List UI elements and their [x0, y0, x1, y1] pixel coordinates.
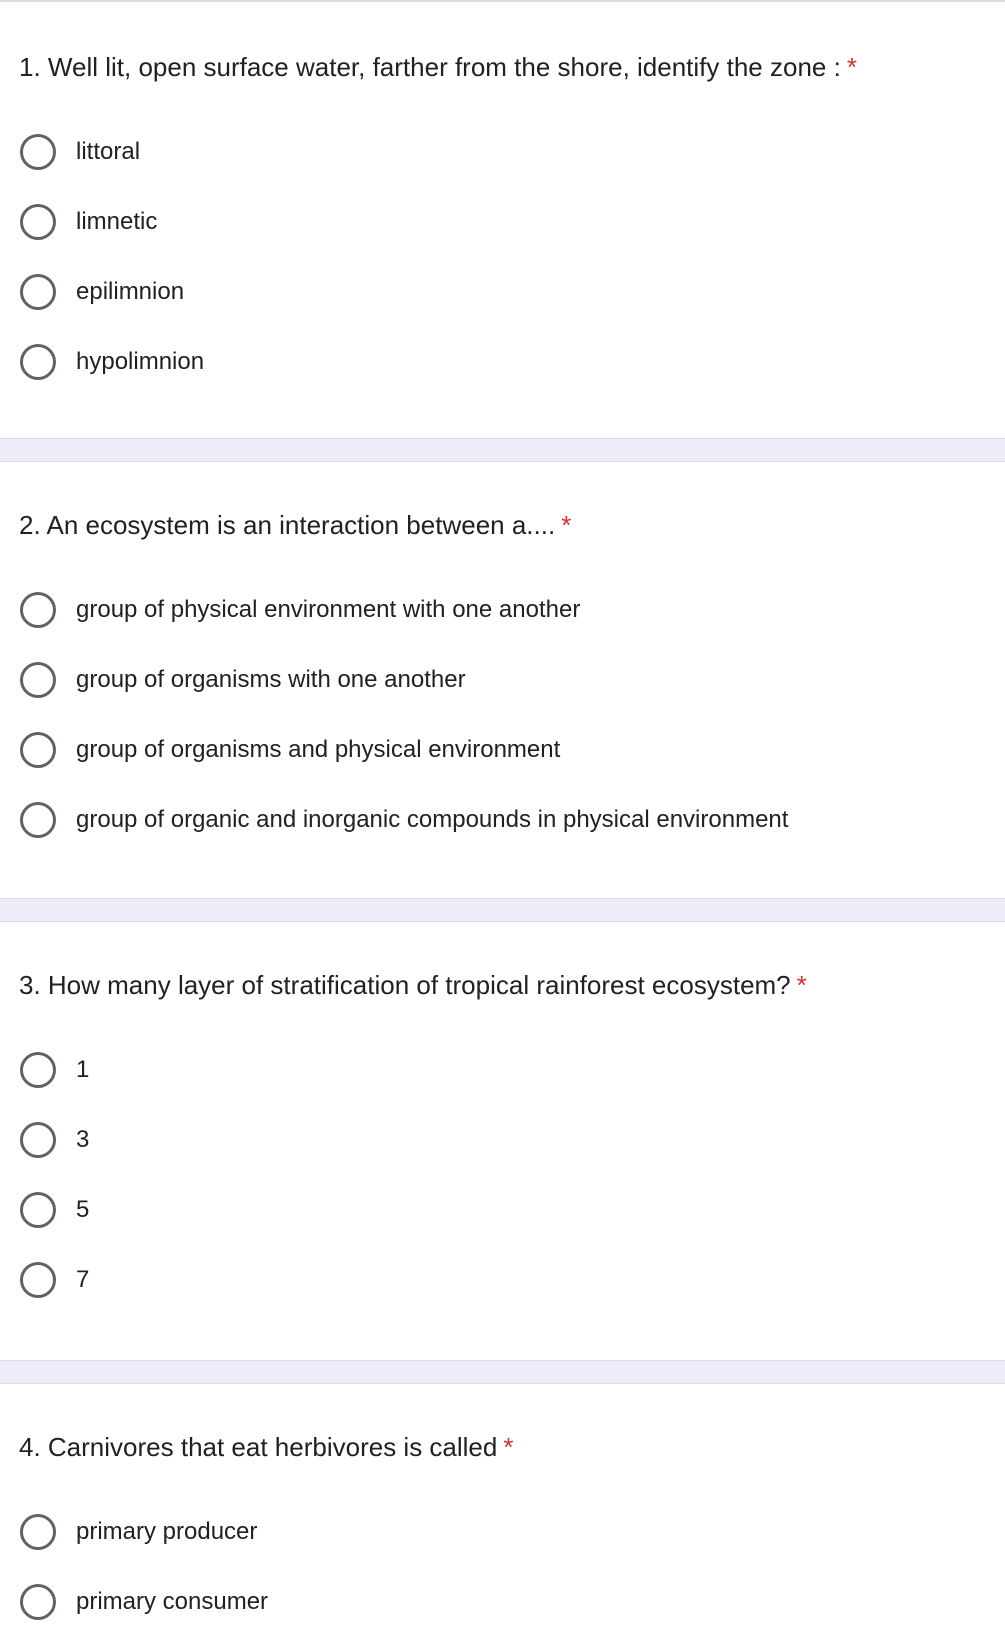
question-1-text: 1. Well lit, open surface water, farther from the shore, identify the zone :: [19, 52, 841, 82]
option-label: 1: [76, 1056, 90, 1083]
radio-button[interactable]: [20, 802, 56, 838]
section-divider: [0, 1360, 1005, 1384]
option-1[interactable]: [0, 1042, 1005, 1102]
option-label: group of physical environment with one another: [76, 596, 581, 623]
required-asterisk: *: [846, 52, 857, 82]
radio-button[interactable]: [20, 1052, 56, 1088]
option-label: group of organisms and physical environment: [76, 736, 561, 763]
option-label: primary producer: [76, 1518, 258, 1545]
option-hypolimnion[interactable]: [0, 334, 1005, 394]
question-4-text: 4. Carnivores that eat herbivores is called: [19, 1432, 498, 1462]
question-1-title: [19, 50, 857, 84]
option-label: hypolimnion: [76, 348, 205, 375]
option-label: 3: [76, 1126, 90, 1153]
question-4-title: [19, 1430, 513, 1464]
option-label: group of organisms with one another: [76, 666, 466, 693]
option-label: epilimnion: [76, 278, 185, 305]
option-primary-producer[interactable]: [0, 1504, 1005, 1564]
radio-button[interactable]: [20, 1514, 56, 1550]
option-epilimnion[interactable]: [0, 264, 1005, 324]
required-asterisk: *: [503, 1432, 514, 1462]
required-asterisk: *: [561, 510, 572, 540]
section-divider: [0, 898, 1005, 922]
radio-button[interactable]: [20, 274, 56, 310]
radio-button[interactable]: [20, 1584, 56, 1620]
question-1: [0, 2, 1005, 438]
radio-button[interactable]: [20, 1262, 56, 1298]
option-organisms-and-environment[interactable]: [0, 722, 1005, 782]
option-label: 7: [76, 1266, 90, 1293]
option-7[interactable]: [0, 1252, 1005, 1312]
question-2-title: [19, 508, 571, 542]
question-2-text: 2. An ecosystem is an interaction between a....: [19, 510, 556, 540]
option-primary-consumer[interactable]: [0, 1574, 1005, 1634]
question-3-text: 3. How many layer of stratification of tropical rainforest ecosystem?: [19, 970, 791, 1000]
option-compounds[interactable]: [0, 792, 1005, 852]
required-asterisk: *: [796, 970, 807, 1000]
option-littoral[interactable]: [0, 124, 1005, 184]
option-3[interactable]: [0, 1112, 1005, 1172]
radio-button[interactable]: [20, 592, 56, 628]
radio-button[interactable]: [20, 134, 56, 170]
option-5[interactable]: [0, 1182, 1005, 1242]
question-3-title: [19, 968, 807, 1002]
option-label: littoral: [76, 138, 141, 165]
option-physical-environment[interactable]: [0, 582, 1005, 642]
radio-button[interactable]: [20, 1192, 56, 1228]
question-3: [0, 922, 1005, 1360]
option-label: limnetic: [76, 208, 158, 235]
option-limnetic[interactable]: [0, 194, 1005, 254]
radio-button[interactable]: [20, 662, 56, 698]
radio-button[interactable]: [20, 204, 56, 240]
option-organisms[interactable]: [0, 652, 1005, 712]
question-2: [0, 462, 1005, 898]
question-4: [0, 1384, 1005, 1646]
option-label: group of organic and inorganic compounds in physical environment: [76, 806, 789, 833]
option-label: 5: [76, 1196, 90, 1223]
section-divider: [0, 438, 1005, 462]
option-label: primary consumer: [76, 1588, 269, 1615]
radio-button[interactable]: [20, 344, 56, 380]
radio-button[interactable]: [20, 732, 56, 768]
radio-button[interactable]: [20, 1122, 56, 1158]
